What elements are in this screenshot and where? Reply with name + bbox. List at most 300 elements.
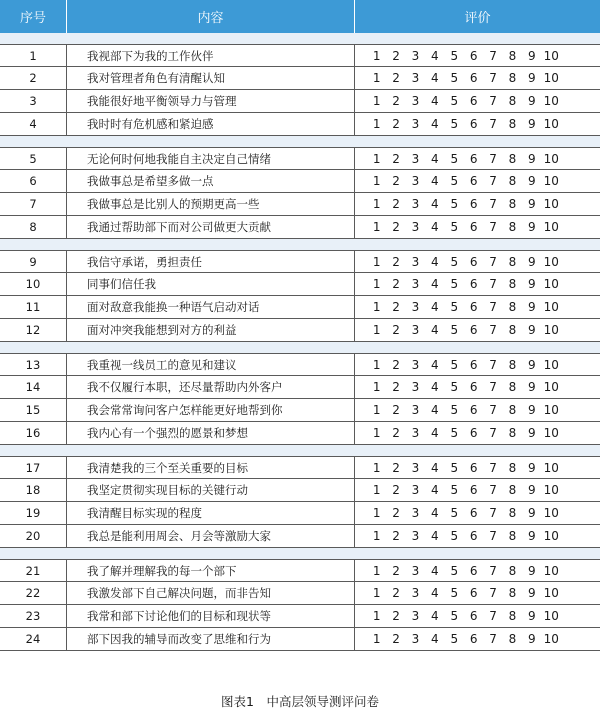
rating-option[interactable]: 7 (489, 254, 497, 269)
rating-option[interactable]: 3 (411, 71, 420, 85)
rating-option[interactable]: 1 (372, 563, 381, 578)
rating-option[interactable]: 7 (489, 220, 497, 234)
rating-option[interactable]: 8 (508, 506, 517, 520)
rating-option[interactable]: 7 (489, 506, 497, 520)
row-statement: 面对冲突我能想到对方的利益 (67, 319, 355, 341)
rating-option[interactable]: 10 (543, 357, 559, 372)
rating-option[interactable]: 3 (411, 254, 420, 269)
rating-option[interactable]: 1 (372, 277, 381, 291)
row-statement: 我激发部下自己解决问题，而非告知 (67, 582, 355, 604)
rating-option[interactable]: 7 (489, 300, 497, 314)
rating-option[interactable]: 7 (489, 632, 497, 646)
rating-option[interactable]: 8 (508, 632, 517, 646)
rating-option[interactable]: 1 (372, 380, 381, 394)
row-statement: 我坚定贯彻实现目标的关键行动 (67, 479, 355, 501)
rating-option[interactable]: 2 (392, 71, 400, 85)
rating-option[interactable]: 10 (543, 254, 559, 269)
rating-option[interactable]: 7 (489, 563, 497, 578)
rating-option[interactable]: 10 (543, 460, 559, 475)
rating-option[interactable]: 6 (469, 483, 478, 497)
rating-option[interactable]: 6 (469, 460, 478, 475)
rating-option[interactable]: 10 (543, 151, 559, 166)
rating-option[interactable]: 6 (469, 220, 478, 234)
rating-option[interactable]: 1 (372, 357, 381, 372)
rating-option[interactable]: 6 (469, 277, 478, 291)
rating-option[interactable]: 1 (372, 71, 381, 85)
row-index: 14 (0, 376, 67, 398)
rating-scale (355, 67, 600, 89)
rating-option[interactable]: 2 (392, 357, 400, 372)
rating-option[interactable]: 4 (431, 300, 439, 314)
rating-option[interactable]: 5 (450, 426, 459, 440)
rating-option[interactable]: 5 (450, 174, 459, 188)
rating-option[interactable]: 10 (543, 563, 559, 578)
rating-option[interactable]: 3 (411, 220, 420, 234)
rating-option[interactable]: 9 (528, 71, 536, 85)
rating-scale (355, 216, 600, 238)
rating-option[interactable]: 9 (528, 300, 536, 314)
rating-option[interactable]: 10 (543, 197, 559, 211)
rating-option[interactable]: 6 (469, 403, 478, 417)
rating-option[interactable]: 4 (431, 197, 439, 211)
rating-option[interactable]: 4 (431, 460, 439, 475)
rating-option[interactable]: 3 (411, 529, 420, 543)
rating-option[interactable]: 8 (508, 220, 517, 234)
rating-scale (355, 170, 600, 192)
rating-scale (355, 148, 600, 169)
row-index: 7 (0, 193, 67, 215)
rating-option[interactable]: 9 (528, 94, 536, 108)
rating-option[interactable]: 3 (411, 197, 420, 211)
rating-option[interactable]: 4 (431, 483, 439, 497)
rating-option[interactable]: 5 (450, 403, 459, 417)
rating-option[interactable]: 9 (528, 380, 536, 394)
row-index: 8 (0, 216, 67, 238)
rating-option[interactable]: 10 (543, 220, 559, 234)
rating-option[interactable]: 8 (508, 563, 517, 578)
rating-option[interactable]: 8 (508, 529, 517, 543)
rating-option[interactable]: 9 (528, 197, 536, 211)
rating-option[interactable]: 7 (489, 586, 497, 600)
rating-option[interactable]: 4 (431, 48, 439, 63)
rating-option[interactable]: 1 (372, 506, 381, 520)
rating-option[interactable]: 3 (411, 609, 420, 623)
rating-option[interactable]: 6 (469, 48, 478, 63)
rating-option[interactable]: 5 (450, 632, 459, 646)
row-statement: 我不仅履行本职，还尽量帮助内外客户 (67, 376, 355, 398)
table-row (0, 422, 600, 445)
rating-option[interactable]: 3 (411, 300, 420, 314)
table-row (0, 525, 600, 548)
rating-option[interactable]: 8 (508, 609, 517, 623)
rating-option[interactable]: 5 (450, 506, 459, 520)
rating-option[interactable]: 4 (431, 529, 439, 543)
rating-option[interactable]: 1 (372, 586, 381, 600)
rating-option[interactable]: 6 (469, 71, 478, 85)
group-separator (0, 548, 600, 559)
rating-option[interactable]: 5 (450, 254, 459, 269)
rating-option[interactable]: 6 (469, 586, 478, 600)
rating-option[interactable]: 3 (411, 94, 420, 108)
rating-option[interactable]: 3 (411, 506, 420, 520)
rating-option[interactable]: 8 (508, 94, 517, 108)
rating-option[interactable]: 9 (528, 174, 536, 188)
rating-option[interactable]: 3 (411, 380, 420, 394)
group-separator (0, 445, 600, 456)
rating-option[interactable]: 5 (450, 483, 459, 497)
header-content: 内容 (67, 0, 355, 33)
rating-option[interactable]: 8 (508, 254, 517, 269)
rating-option[interactable]: 8 (508, 403, 517, 417)
rating-option[interactable]: 5 (450, 151, 459, 166)
rating-option[interactable]: 4 (431, 151, 439, 166)
row-index: 23 (0, 605, 67, 627)
rating-option[interactable]: 10 (543, 609, 559, 623)
row-index: 24 (0, 628, 67, 650)
rating-option[interactable]: 6 (469, 254, 478, 269)
rating-scale (355, 251, 600, 272)
row-index: 11 (0, 296, 67, 318)
row-index: 4 (0, 113, 67, 135)
header-rating: 评价 (464, 11, 491, 26)
row-statement: 我通过帮助部下而对公司做更大贡献 (67, 216, 355, 238)
group-separator (0, 136, 600, 147)
rating-option[interactable]: 5 (450, 529, 459, 543)
rating-option[interactable]: 9 (528, 506, 536, 520)
rating-option[interactable]: 8 (508, 48, 517, 63)
rating-option[interactable]: 4 (431, 632, 439, 646)
row-statement: 我会常常询问客户怎样能更好地帮到你 (67, 399, 355, 421)
rating-scale (355, 525, 600, 547)
rating-option[interactable]: 7 (489, 197, 497, 211)
rating-option[interactable]: 9 (528, 529, 536, 543)
rating-scale (355, 113, 600, 135)
rating-option[interactable]: 9 (528, 151, 536, 166)
rating-option[interactable]: 5 (450, 48, 459, 63)
rating-option[interactable]: 2 (392, 277, 400, 291)
rating-option[interactable]: 9 (528, 254, 536, 269)
rating-option[interactable]: 6 (469, 323, 478, 337)
rating-option[interactable]: 5 (450, 300, 459, 314)
rating-option[interactable]: 10 (543, 71, 559, 85)
rating-option[interactable]: 10 (543, 277, 559, 291)
rating-option[interactable]: 10 (543, 586, 559, 600)
rating-option[interactable]: 3 (411, 632, 420, 646)
rating-option[interactable]: 5 (450, 94, 459, 108)
rating-option[interactable]: 7 (489, 403, 497, 417)
row-statement: 我能很好地平衡领导力与管理 (67, 90, 355, 112)
table-row (0, 376, 600, 399)
rating-option[interactable]: 10 (543, 323, 559, 337)
table-header (0, 0, 600, 33)
rating-scale (355, 457, 600, 478)
rating-option[interactable]: 6 (469, 609, 478, 623)
rating-option[interactable]: 6 (469, 632, 478, 646)
rating-option[interactable]: 1 (372, 323, 381, 337)
table-row (0, 559, 600, 582)
rating-option[interactable]: 8 (508, 323, 517, 337)
rating-option[interactable]: 7 (489, 609, 497, 623)
rating-option[interactable]: 9 (528, 357, 536, 372)
rating-option[interactable]: 4 (431, 117, 439, 131)
rating-option[interactable]: 2 (392, 94, 400, 108)
rating-option[interactable]: 6 (469, 197, 478, 211)
rating-option[interactable]: 1 (372, 220, 381, 234)
rating-option[interactable]: 8 (508, 586, 517, 600)
rating-option[interactable]: 3 (411, 48, 420, 63)
rating-option[interactable]: 7 (489, 94, 497, 108)
rating-option[interactable]: 7 (489, 48, 497, 63)
rating-option[interactable]: 9 (528, 586, 536, 600)
rating-option[interactable]: 2 (392, 460, 400, 475)
rating-option[interactable]: 4 (431, 174, 439, 188)
row-index: 17 (0, 457, 67, 478)
rating-option[interactable]: 7 (489, 71, 497, 85)
rating-option[interactable]: 8 (508, 380, 517, 394)
rating-option[interactable]: 2 (392, 254, 400, 269)
row-statement: 同事们信任我 (67, 273, 355, 295)
row-statement: 我清楚我的三个至关重要的目标 (67, 457, 355, 478)
rating-option[interactable]: 8 (508, 483, 517, 497)
rating-option[interactable]: 10 (543, 48, 559, 63)
rating-option[interactable]: 2 (392, 563, 400, 578)
rating-option[interactable]: 4 (431, 403, 439, 417)
rating-option[interactable]: 2 (392, 48, 400, 63)
rating-option[interactable]: 9 (528, 460, 536, 475)
rating-option[interactable]: 2 (392, 483, 400, 497)
rating-option[interactable]: 2 (392, 117, 400, 131)
rating-option[interactable]: 6 (469, 300, 478, 314)
rating-option[interactable]: 8 (508, 460, 517, 475)
rating-option[interactable]: 9 (528, 323, 536, 337)
rating-option[interactable]: 1 (372, 426, 381, 440)
rating-option[interactable]: 3 (411, 323, 420, 337)
rating-option[interactable]: 5 (450, 277, 459, 291)
table-row (0, 605, 600, 628)
rating-option[interactable]: 9 (528, 220, 536, 234)
rating-option[interactable]: 6 (469, 357, 478, 372)
rating-option[interactable]: 1 (372, 94, 381, 108)
row-index: 2 (0, 67, 67, 89)
rating-option[interactable]: 2 (392, 609, 400, 623)
rating-option[interactable]: 8 (508, 71, 517, 85)
rating-option[interactable]: 2 (392, 426, 400, 440)
rating-option[interactable]: 2 (392, 197, 400, 211)
row-index: 6 (0, 170, 67, 192)
rating-option[interactable]: 7 (489, 460, 497, 475)
rating-option[interactable]: 7 (489, 174, 497, 188)
rating-option[interactable]: 2 (392, 151, 400, 166)
row-statement: 面对敌意我能换一种语气启动对话 (67, 296, 355, 318)
rating-option[interactable]: 1 (372, 460, 381, 475)
rating-option[interactable]: 3 (411, 277, 420, 291)
rating-option[interactable]: 6 (469, 117, 478, 131)
rating-option[interactable]: 5 (450, 71, 459, 85)
row-index: 18 (0, 479, 67, 501)
rating-scale (355, 422, 600, 444)
rating-option[interactable]: 4 (431, 277, 439, 291)
rating-option[interactable]: 4 (431, 563, 439, 578)
rating-scale (355, 45, 600, 66)
rating-option[interactable]: 2 (392, 632, 400, 646)
rating-option[interactable]: 4 (431, 380, 439, 394)
rating-option[interactable]: 1 (372, 254, 381, 269)
table-row (0, 216, 600, 239)
rating-option[interactable]: 3 (411, 357, 420, 372)
row-index: 20 (0, 525, 67, 547)
rating-option[interactable]: 4 (431, 323, 439, 337)
rating-option[interactable]: 6 (469, 563, 478, 578)
rating-option[interactable]: 5 (450, 609, 459, 623)
rating-option[interactable]: 9 (528, 483, 536, 497)
rating-option[interactable]: 6 (469, 94, 478, 108)
rating-option[interactable]: 5 (450, 117, 459, 131)
rating-scale (355, 479, 600, 501)
rating-option[interactable]: 4 (431, 357, 439, 372)
rating-option[interactable]: 1 (372, 197, 381, 211)
table-row (0, 44, 600, 67)
rating-option[interactable]: 2 (392, 506, 400, 520)
rating-option[interactable]: 6 (469, 151, 478, 166)
rating-scale (355, 296, 600, 318)
rating-option[interactable]: 5 (450, 197, 459, 211)
rating-option[interactable]: 8 (508, 174, 517, 188)
rating-option[interactable]: 6 (469, 174, 478, 188)
rating-option[interactable]: 8 (508, 197, 517, 211)
rating-option[interactable]: 7 (489, 277, 497, 291)
rating-option[interactable]: 7 (489, 323, 497, 337)
rating-option[interactable]: 9 (528, 117, 536, 131)
rating-option[interactable]: 4 (431, 609, 439, 623)
rating-option[interactable]: 7 (489, 483, 497, 497)
rating-option[interactable]: 8 (508, 426, 517, 440)
rating-option[interactable]: 3 (411, 586, 420, 600)
table-row (0, 296, 600, 319)
row-statement: 我总是能利用周会、月会等激励大家 (67, 525, 355, 547)
row-statement: 我对管理者角色有清醒认知 (67, 67, 355, 89)
rating-option[interactable]: 7 (489, 426, 497, 440)
rating-option[interactable]: 3 (411, 174, 420, 188)
rating-option[interactable]: 4 (431, 254, 439, 269)
rating-option[interactable]: 7 (489, 529, 497, 543)
rating-option[interactable]: 1 (372, 48, 381, 63)
rating-option[interactable]: 2 (392, 323, 400, 337)
rating-option[interactable]: 2 (392, 403, 400, 417)
rating-option[interactable]: 5 (450, 323, 459, 337)
rating-option[interactable]: 1 (372, 609, 381, 623)
rating-option[interactable]: 2 (392, 220, 400, 234)
rating-option[interactable]: 1 (372, 151, 381, 166)
row-index: 1 (0, 45, 67, 66)
rating-option[interactable]: 10 (543, 403, 559, 417)
rating-option[interactable]: 4 (431, 586, 439, 600)
rating-option[interactable]: 9 (528, 632, 536, 646)
rating-option[interactable]: 5 (450, 357, 459, 372)
rating-option[interactable]: 8 (508, 357, 517, 372)
rating-option[interactable]: 1 (372, 632, 381, 646)
rating-option[interactable]: 2 (392, 529, 400, 543)
rating-option[interactable]: 8 (508, 277, 517, 291)
table-row (0, 113, 600, 136)
rating-option[interactable]: 8 (508, 117, 517, 131)
rating-option[interactable]: 1 (372, 529, 381, 543)
rating-option[interactable]: 10 (543, 300, 559, 314)
table-row (0, 628, 600, 651)
rating-option[interactable]: 5 (450, 220, 459, 234)
rating-option[interactable]: 3 (411, 151, 420, 166)
rating-option[interactable]: 8 (508, 300, 517, 314)
rating-option[interactable]: 3 (411, 483, 420, 497)
rating-option[interactable]: 3 (411, 563, 420, 578)
rating-option[interactable]: 9 (528, 403, 536, 417)
rating-option[interactable]: 7 (489, 117, 497, 131)
rating-option[interactable]: 5 (450, 460, 459, 475)
rating-option[interactable]: 2 (392, 174, 400, 188)
rating-option[interactable]: 7 (489, 151, 497, 166)
rating-option[interactable]: 6 (469, 426, 478, 440)
rating-option[interactable]: 2 (392, 380, 400, 394)
rating-option[interactable]: 2 (392, 300, 400, 314)
rating-option[interactable]: 1 (372, 483, 381, 497)
rating-option[interactable]: 9 (528, 563, 536, 578)
rating-option[interactable]: 10 (543, 94, 559, 108)
row-statement: 我了解并理解我的每一个部下 (67, 560, 355, 581)
rating-option[interactable]: 3 (411, 117, 420, 131)
rating-option[interactable]: 3 (411, 460, 420, 475)
table-row (0, 502, 600, 525)
rating-option[interactable]: 2 (392, 586, 400, 600)
rating-option[interactable]: 4 (431, 94, 439, 108)
table-body (0, 33, 600, 651)
rating-option[interactable]: 10 (543, 529, 559, 543)
rating-option[interactable]: 5 (450, 586, 459, 600)
rating-option[interactable]: 10 (543, 632, 559, 646)
rating-option[interactable]: 5 (450, 563, 459, 578)
rating-option[interactable]: 9 (528, 277, 536, 291)
rating-option[interactable]: 1 (372, 300, 381, 314)
rating-option[interactable]: 1 (372, 403, 381, 417)
rating-option[interactable]: 8 (508, 151, 517, 166)
group-separator (0, 33, 600, 44)
rating-option[interactable]: 4 (431, 426, 439, 440)
rating-option[interactable]: 1 (372, 117, 381, 131)
row-statement: 我视部下为我的工作伙伴 (67, 45, 355, 66)
rating-option[interactable]: 10 (543, 174, 559, 188)
rating-option[interactable]: 1 (372, 174, 381, 188)
rating-option[interactable]: 3 (411, 426, 420, 440)
rating-option[interactable]: 4 (431, 71, 439, 85)
rating-option[interactable]: 10 (543, 506, 559, 520)
rating-option[interactable]: 6 (469, 529, 478, 543)
rating-option[interactable]: 10 (543, 483, 559, 497)
rating-option[interactable]: 10 (543, 426, 559, 440)
rating-option[interactable]: 7 (489, 380, 497, 394)
rating-option[interactable]: 9 (528, 48, 536, 63)
rating-option[interactable]: 9 (528, 426, 536, 440)
rating-option[interactable]: 5 (450, 380, 459, 394)
rating-option[interactable]: 10 (543, 117, 559, 131)
rating-option[interactable]: 6 (469, 506, 478, 520)
rating-option[interactable]: 7 (489, 357, 497, 372)
row-statement: 我清醒目标实现的程度 (67, 502, 355, 524)
rating-option[interactable]: 9 (528, 609, 536, 623)
rating-option[interactable]: 4 (431, 220, 439, 234)
rating-option[interactable]: 6 (469, 380, 478, 394)
row-index: 3 (0, 90, 67, 112)
rating-option[interactable]: 4 (431, 506, 439, 520)
rating-option[interactable]: 10 (543, 380, 559, 394)
rating-option[interactable]: 3 (411, 403, 420, 417)
